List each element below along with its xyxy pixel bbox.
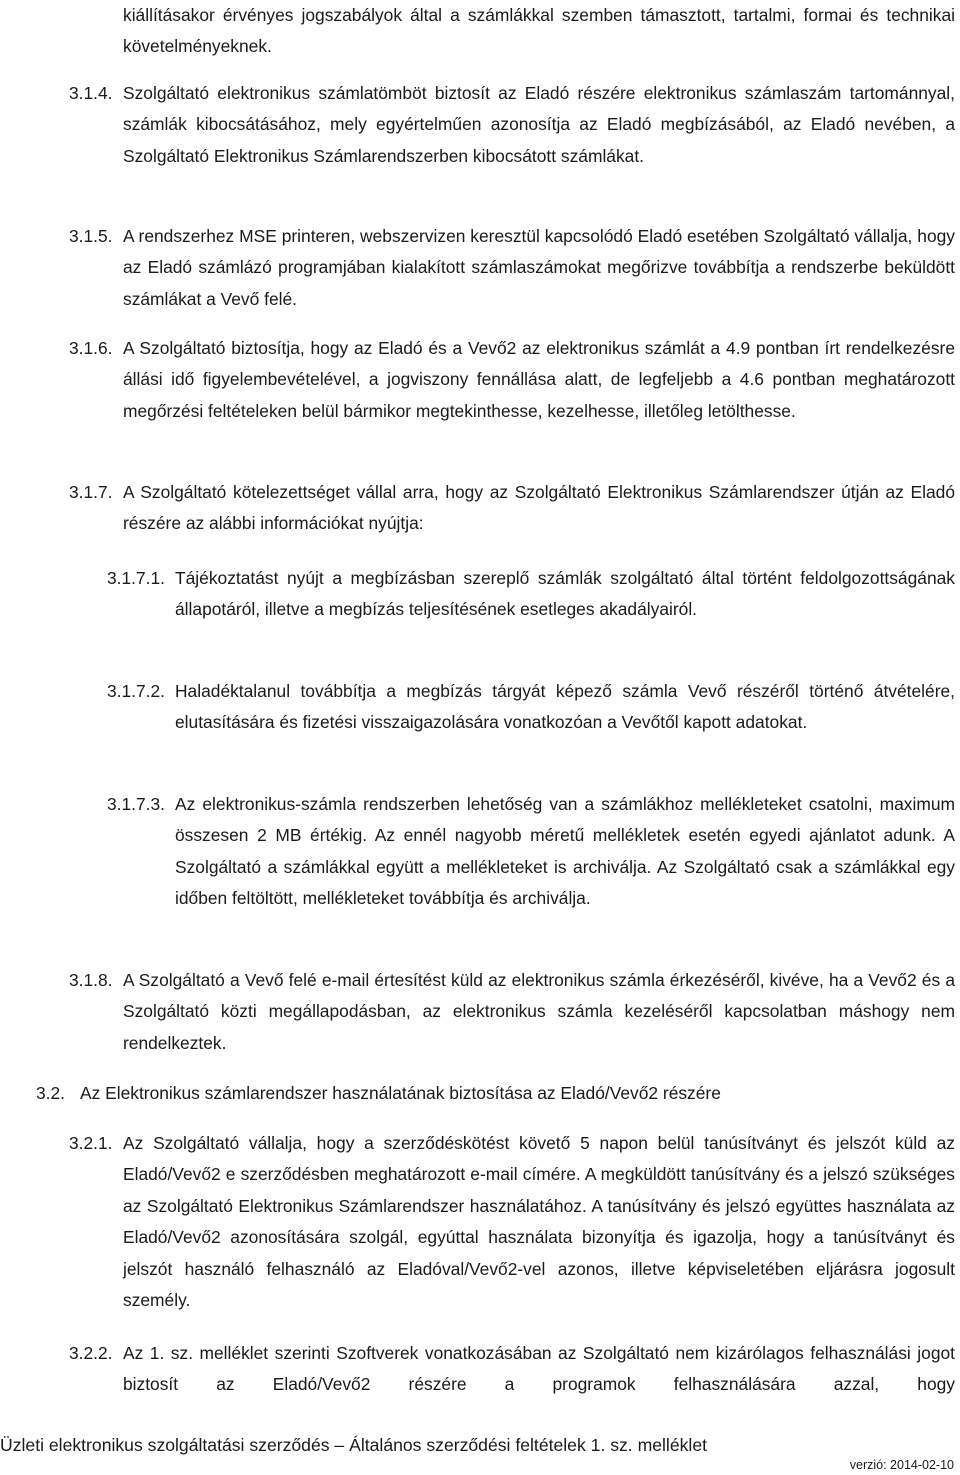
- paragraph-number: 3.2.: [36, 1083, 66, 1103]
- section-heading-text: Az Elektronikus számlarendszer használatának biztosítása az Eladó/Vevő2 részére: [80, 1083, 721, 1103]
- paragraph-3-1-6: [0, 333, 960, 459]
- paragraph-3-1-7-1: [0, 563, 960, 658]
- paragraph-text: A Szolgáltató kötelezettséget vállal arra, hogy az Szolgáltató Elektronikus Számlarendszer útján az Eladó részére az alábbi információkat nyújtja:: [123, 482, 955, 534]
- paragraph-number: 3.1.8.: [69, 970, 113, 990]
- paragraph-text: A rendszerhez MSE printeren, webszervizen keresztül kapcsolódó Eladó esetében Szolgáltató vállalja, hogy az Eladó számlázó programjában kialakított számlaszámokat megőrizve továbbítja a rendszerbe beküldött számlákat a Vevő felé.: [123, 226, 955, 309]
- paragraph-text: Az 1. sz. melléklet szerinti Szoftverek vonatkozásában az Szolgáltató nem kizárólagos felhasználási jogot biztosít az Eladó/Vevő2 részére a programok felhasználására azzal, hogy: [123, 1343, 955, 1395]
- paragraph-number: 3.2.2.: [69, 1343, 113, 1363]
- paragraph-number: 3.1.7.2.: [107, 681, 166, 701]
- paragraph-number: 3.1.7.: [69, 482, 113, 502]
- paragraph-number: 3.1.4.: [69, 83, 113, 103]
- paragraph-3-1-7-3: [0, 789, 960, 947]
- paragraph-text: Haladéktalanul továbbítja a megbízás tárgyát képező számla Vevő részéről történő átvételére, elutasítására és fizetési visszaigazolására vonatkozóan a Vevőtől kapott adatokat.: [175, 681, 955, 733]
- section-heading-3-2: [0, 1078, 960, 1110]
- footer-title: Üzleti elektronikus szolgáltatási szerződés – Általános szerződési feltételek 1. sz. melléklet: [0, 1435, 708, 1455]
- paragraph-3-1-8: [0, 965, 960, 1060]
- footer-version: verzió: 2014-02-10: [849, 1458, 954, 1472]
- paragraph-number: 3.1.6.: [69, 338, 113, 358]
- paragraph-text: Szolgáltató elektronikus számlatömböt biztosít az Eladó részére elektronikus számlaszám tartománnyal, számlák kibocsátásához, mely egyértelműen azonosítja az Eladó megbízásából, az Eladó nevében, a Szolgáltató Elektronikus Számlarendszerben kibocsátott számlákat.: [123, 83, 955, 166]
- paragraph-continuation: [0, 0, 960, 64]
- paragraph-3-2-1: [0, 1128, 960, 1318]
- paragraph-3-2-2: [0, 1338, 960, 1402]
- paragraph-text: A Szolgáltató biztosítja, hogy az Eladó és a Vevő2 az elektronikus számlát a 4.9 pontban írt rendelkezésre állási idő figyelembevételével, a jogviszony fennállása alatt, de legfeljebb a 4.6 pontban meghatározott megőrzési feltételeken belül bármikor megtekinthesse, kezelhesse, illetőleg letölthesse.: [123, 338, 955, 421]
- paragraph-text: kiállításakor érvényes jogszabályok által a számlákkal szemben támasztott, tartalmi, formai és technikai követelményeknek.: [123, 5, 955, 57]
- paragraph-number: 3.1.7.3.: [107, 794, 166, 814]
- paragraph-number: 3.2.1.: [69, 1133, 113, 1153]
- paragraph-text: A Szolgáltató a Vevő felé e-mail értesítést küld az elektronikus számla érkezéséről, kivéve, ha a Vevő2 és a Szolgáltató közti megállapodásban, az elektronikus számla kezeléséről kapcsolatban máshogy nem rendelkeztek.: [123, 970, 955, 1053]
- paragraph-text: Tájékoztatást nyújt a megbízásban szereplő számlák szolgáltató által történt feldolgozottságának állapotáról, illetve a megbízás teljesítésének esetleges akadályairól.: [175, 568, 955, 620]
- paragraph-text: Az elektronikus-számla rendszerben lehetőség van a számlákhoz mellékleteket csatolni, maximum összesen 2 MB értékig. Az ennél nagyobb méretű mellékletek esetén egyedi ajánlatot adunk. A Szolgáltató a számlákkal együtt a mellékleteket is archiválja. Az Szolgáltató csak a számlákkal egy időben feltöltött, mellékleteket továbbítja és archiválja.: [175, 794, 955, 909]
- paragraph-number: 3.1.5.: [69, 226, 113, 246]
- paragraph-3-1-7: [0, 477, 960, 541]
- paragraph-3-1-7-2: [0, 676, 960, 771]
- paragraph-text: Az Szolgáltató vállalja, hogy a szerződéskötést követő 5 napon belül tanúsítványt és jelszót küld az Eladó/Vevő2 e szerződésben meghatározott e-mail címére. A megküldött tanúsítvány és a jelszó szükséges az Szolgáltató Elektronikus Számlarendszer használatához. A tanúsítvány és jelszó együttes használata az Eladó/Vevő2 azonosítására szolgál, egyúttal használata bizonyítja és igazolja, hogy a tanúsítványt és jelszót használó felhasználó az Eladóval/Vevő2-vel azonos, illetve képviseletében eljárásra jogosult személy.: [123, 1133, 955, 1311]
- paragraph-3-1-4: [0, 78, 960, 203]
- paragraph-3-1-5: [0, 221, 960, 316]
- paragraph-number: 3.1.7.1.: [107, 568, 166, 588]
